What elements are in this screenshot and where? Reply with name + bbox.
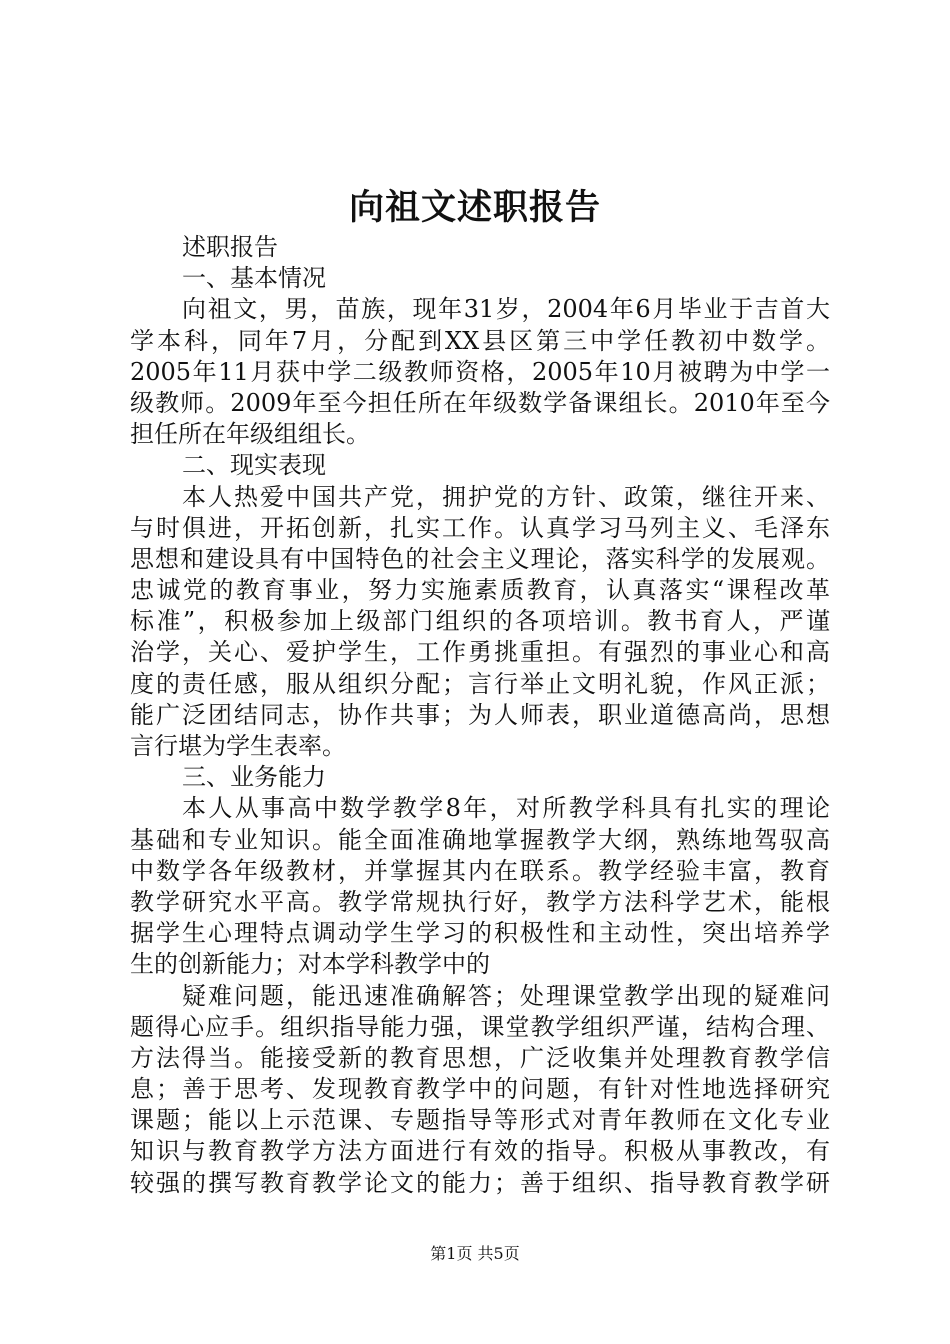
body-line: 2005年11月获中学二级教师资格，2005年10月被聘为中学一 xyxy=(130,357,830,386)
body-line: 知识与教育教学方法方面进行有效的指导。积极从事教改，有 xyxy=(130,1137,830,1166)
body-line: 本人从事高中数学教学8年，对所教学科具有扎实的理论 xyxy=(182,794,830,823)
body-line: 度的责任感，服从组织分配；言行举止文明礼貌，作风正派； xyxy=(130,669,830,698)
body-line: 生的创新能力；对本学科教学中的 xyxy=(130,950,490,979)
body-line: 课题；能以上示范课、专题指导等形式对青年教师在文化专业 xyxy=(130,1106,830,1135)
body-line: 息；善于思考、发现教育教学中的问题，有针对性地选择研究 xyxy=(130,1075,830,1104)
document-title: 向祖文述职报告 xyxy=(348,187,601,228)
body-line: 题得心应手。组织指导能力强，课堂教学组织严谨，结构合理、 xyxy=(130,1012,830,1041)
body-line: 述职报告 xyxy=(182,233,278,261)
body-line: 言行堪为学生表率。 xyxy=(130,732,346,760)
body-line: 三、业务能力 xyxy=(182,763,326,792)
body-line: 较强的撰写教育教学论文的能力；善于组织、指导教育教学研 xyxy=(130,1168,830,1197)
body-line: 级教师。2009年至今担任所在年级数学备课组长。2010年至今 xyxy=(130,388,830,417)
body-line: 治学，关心、爱护学生，工作勇挑重担。有强烈的事业心和高 xyxy=(130,638,830,667)
body-line: 忠诚党的教育事业，努力实施素质教育，认真落实“课程改革 xyxy=(130,576,830,605)
document-body xyxy=(130,232,830,1199)
body-line: 能广泛团结同志，协作共事；为人师表，职业道德高尚，思想 xyxy=(130,700,830,729)
body-line: 二、现实表现 xyxy=(182,451,326,480)
body-line: 向祖文，男，苗族，现年31岁，2004年6月毕业于吉首大 xyxy=(182,295,830,324)
body-line: 本人热爱中国共产党，拥护党的方针、政策，继往开来、 xyxy=(182,482,830,511)
body-line: 疑难问题，能迅速准确解答；处理课堂教学出现的疑难问 xyxy=(182,981,830,1010)
body-line: 标准”，积极参加上级部门组织的各项培训。教书育人，严谨 xyxy=(130,607,830,636)
body-line: 担任所在年级组组长。 xyxy=(130,420,370,449)
body-line: 学本科，同年7月，分配到XX县区第三中学任教初中数学。 xyxy=(130,326,830,355)
body-line: 方法得当。能接受新的教育思想，广泛收集并处理教育教学信 xyxy=(130,1043,830,1072)
body-line: 与时俱进，开拓创新，扎实工作。认真学习马列主义、毛泽东 xyxy=(130,513,830,542)
body-line: 一、基本情况 xyxy=(182,264,326,293)
body-line: 思想和建设具有中国特色的社会主义理论，落实科学的发展观。 xyxy=(130,544,830,573)
page-footer: 第1页 共5页 xyxy=(430,1244,520,1263)
body-line: 据学生心理特点调动学生学习的积极性和主动性，突出培养学 xyxy=(130,919,830,948)
body-line: 中数学各年级教材，并掌握其内在联系。教学经验丰富，教育 xyxy=(130,856,830,885)
body-line: 基础和专业知识。能全面准确地掌握教学大纲，熟练地驾驭高 xyxy=(130,825,830,854)
body-line: 教学研究水平高。教学常规执行好，教学方法科学艺术，能根 xyxy=(130,887,830,916)
